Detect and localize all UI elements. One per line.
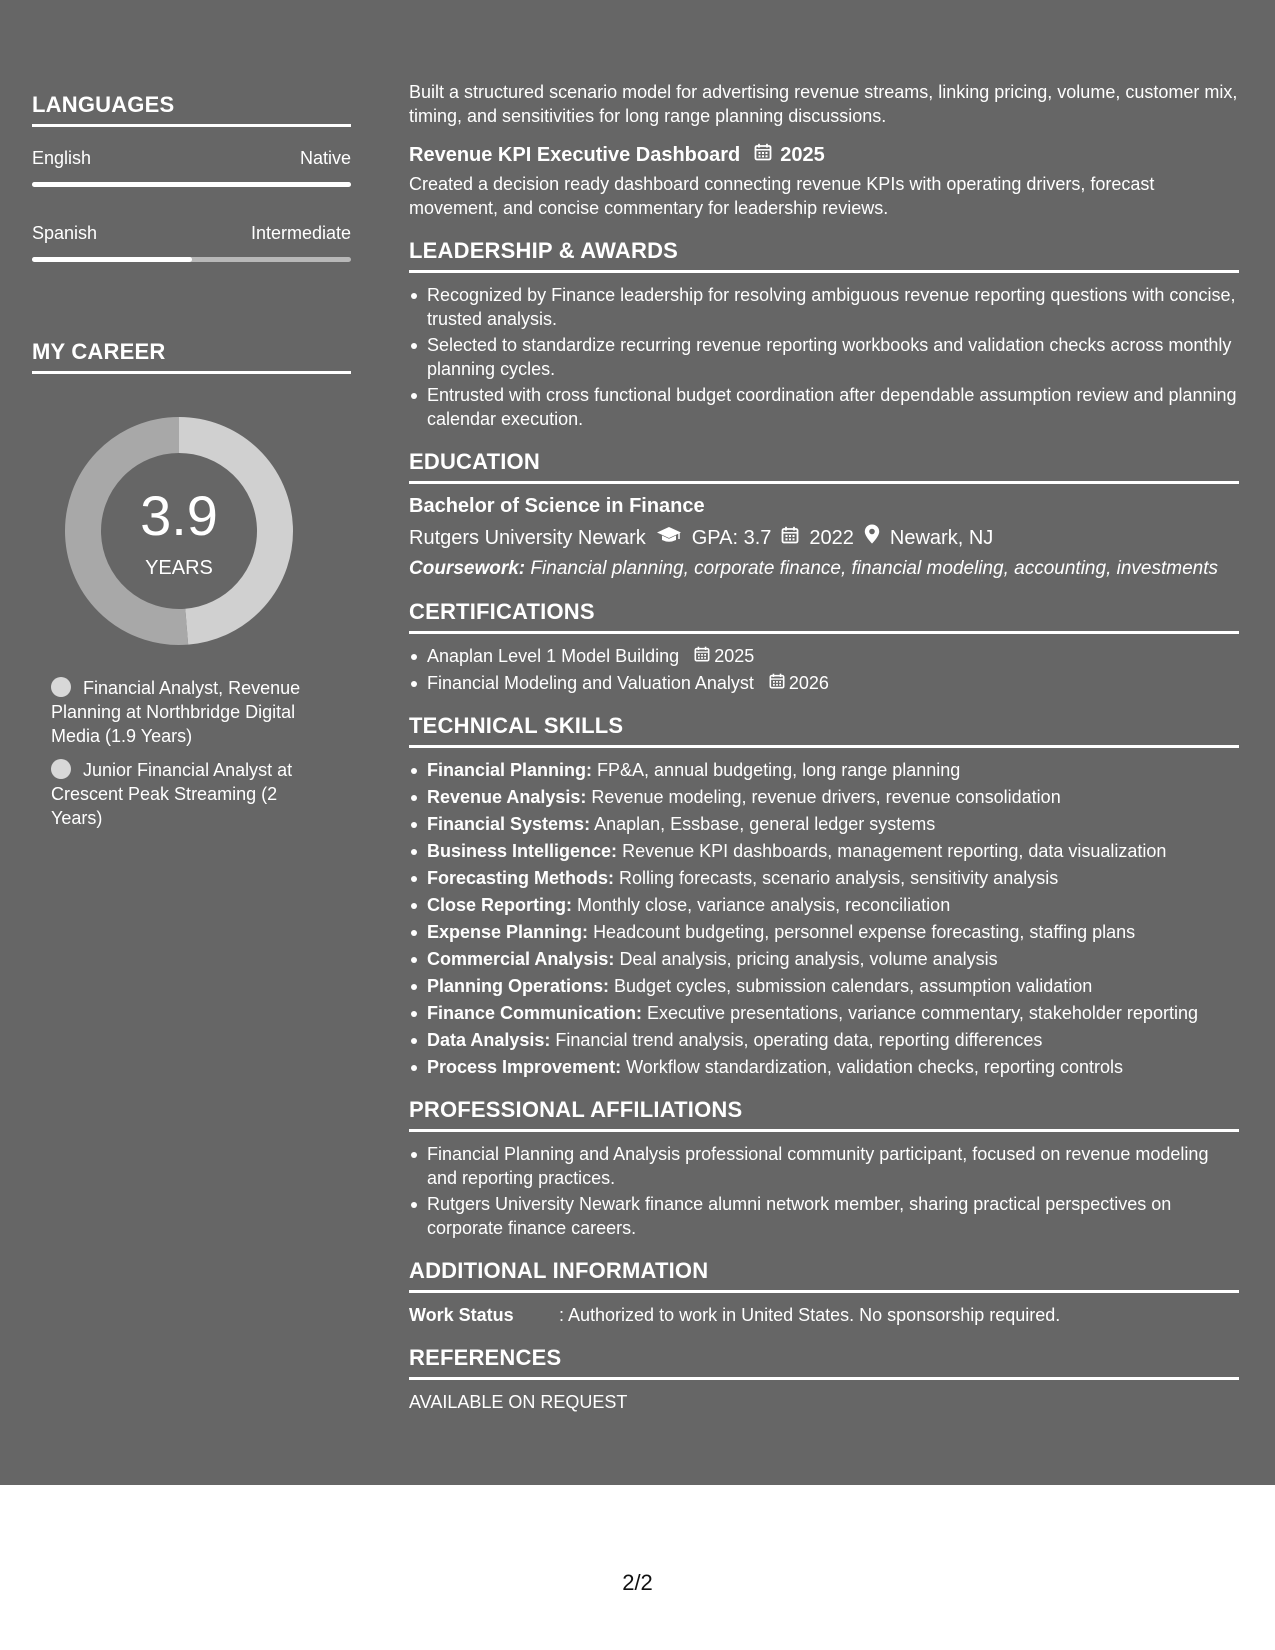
project-description: Created a decision ready dashboard connecting revenue KPIs with operating drivers, forecast movement, and concise commentary for leadership reviews. (409, 174, 1155, 218)
skill-item (409, 866, 1239, 890)
education-degree: Bachelor of Science in Finance (409, 495, 705, 517)
affiliations-list (409, 1142, 1239, 1240)
skill-value: Monthly close, variance analysis, reconciliation (577, 895, 951, 915)
language-proficiency-bar (32, 257, 351, 262)
language-proficiency-fill (32, 257, 192, 262)
certification-item (409, 644, 1239, 668)
skill-item (409, 947, 1239, 971)
calendar-icon (694, 644, 710, 668)
certification-item (409, 671, 1239, 695)
project-year: 2025 (780, 144, 825, 166)
skill-value: Revenue modeling, revenue drivers, revenue consolidation (591, 787, 1061, 807)
calendar-icon (769, 671, 785, 695)
career-job-text: Financial Analyst, Revenue Planning at Northbridge Digital Media (1.9 Years) (51, 678, 301, 746)
certifications-section (409, 599, 1239, 695)
career-job-item (51, 676, 312, 748)
career-job-text: Junior Financial Analyst at Crescent Peak Streaming (2 Years) (51, 760, 293, 828)
project-intro-text: Built a structured scenario model for advertising revenue streams, linking pricing, volume, customer mix, timing, and sensitivities for long range planning discussions. (409, 82, 1238, 126)
language-item (32, 147, 351, 187)
certification-name: Financial Modeling and Valuation Analyst (427, 673, 754, 693)
career-section (32, 339, 351, 830)
career-donut-chart (64, 416, 294, 646)
skill-item (409, 920, 1239, 944)
affiliations-section (409, 1097, 1239, 1240)
skill-name: Expense Planning: (427, 922, 589, 942)
skill-name: Revenue Analysis: (427, 787, 587, 807)
skill-item (409, 974, 1239, 998)
education-location: Newark, NJ (889, 526, 994, 549)
section-divider (409, 270, 1239, 273)
language-proficiency-fill (32, 182, 351, 187)
calendar-icon (754, 143, 772, 167)
language-level: Intermediate (250, 223, 351, 243)
location-pin-icon (864, 524, 880, 551)
additional-info-title: ADDITIONAL INFORMATION (409, 1258, 709, 1283)
coursework-label: Coursework: (409, 558, 526, 579)
skill-value: Revenue KPI dashboards, management reporting, data visualization (622, 841, 1167, 861)
education-title: EDUCATION (409, 449, 540, 474)
additional-info-section (409, 1258, 1239, 1327)
section-divider (32, 124, 351, 127)
language-name: English (32, 148, 92, 168)
skill-value: Budget cycles, submission calendars, assumption validation (614, 976, 1093, 996)
list-item: Recognized by Finance leadership for resolving ambiguous revenue reporting questions with concise, trusted analysis. (409, 283, 1239, 331)
language-proficiency-bar (32, 182, 351, 187)
skills-title: TECHNICAL SKILLS (409, 713, 624, 738)
education-year: 2022 (809, 526, 854, 549)
skill-name: Financial Systems: (427, 814, 591, 834)
skill-item (409, 893, 1239, 917)
skill-item (409, 839, 1239, 863)
education-gpa: GPA: 3.7 (691, 526, 772, 549)
calendar-icon (781, 525, 799, 551)
skill-name: Commercial Analysis: (427, 949, 615, 969)
skill-value: FP&A, annual budgeting, long range planning (597, 760, 961, 780)
language-level: Native (299, 148, 351, 168)
work-status-value: : Authorized to work in United States. No sponsorship required. (559, 1305, 1061, 1325)
graduation-cap-icon (656, 525, 682, 551)
references-section (409, 1345, 1239, 1414)
education-school: Rutgers University Newark (409, 526, 646, 549)
leadership-title: LEADERSHIP & AWARDS (409, 238, 679, 263)
work-status-row (409, 1303, 1239, 1327)
certification-year: 2026 (788, 673, 829, 693)
language-name: Spanish (32, 223, 98, 243)
career-total-value: 3.9 (140, 484, 218, 547)
references-text: AVAILABLE ON REQUEST (409, 1392, 628, 1412)
skill-name: Data Analysis: (427, 1030, 551, 1050)
career-job-item (51, 758, 312, 830)
skill-name: Forecasting Methods: (427, 868, 615, 888)
section-divider (409, 631, 1239, 634)
career-job-list (32, 676, 312, 830)
work-status-label: Work Status (409, 1305, 514, 1325)
skill-name: Close Reporting: (427, 895, 573, 915)
education-section (409, 449, 1239, 581)
skill-name: Finance Communication: (427, 1003, 643, 1023)
affiliations-title: PROFESSIONAL AFFILIATIONS (409, 1097, 743, 1122)
skill-value: Deal analysis, pricing analysis, volume analysis (619, 949, 998, 969)
section-divider (409, 1290, 1239, 1293)
skill-item (409, 758, 1239, 782)
list-item: Rutgers University Newark finance alumni network member, sharing practical perspectives on corporate finance careers. (409, 1192, 1239, 1240)
education-coursework (409, 557, 1239, 581)
skill-item (409, 1055, 1239, 1079)
skill-value: Financial trend analysis, operating data, reporting differences (555, 1030, 1043, 1050)
skill-item (409, 1001, 1239, 1025)
references-title: REFERENCES (409, 1345, 562, 1370)
project-title: Revenue KPI Executive Dashboard (409, 144, 741, 166)
job-dot-icon (51, 677, 71, 697)
leadership-list (409, 283, 1239, 431)
skill-value: Anaplan, Essbase, general ledger systems (594, 814, 936, 834)
section-divider (32, 371, 351, 374)
section-divider (409, 745, 1239, 748)
job-dot-icon (51, 759, 71, 779)
list-item: Entrusted with cross functional budget coordination after dependable assumption review and planning calendar execution. (409, 383, 1239, 431)
skill-value: Rolling forecasts, scenario analysis, sensitivity analysis (619, 868, 1059, 888)
skill-item (409, 812, 1239, 836)
career-title: MY CAREER (32, 339, 166, 364)
skill-value: Executive presentations, variance commentary, stakeholder reporting (647, 1003, 1198, 1023)
skill-name: Business Intelligence: (427, 841, 618, 861)
list-item: Selected to standardize recurring revenue reporting workbooks and validation checks across monthly planning cycles. (409, 333, 1239, 381)
skills-list (409, 758, 1239, 1079)
languages-title: LANGUAGES (32, 92, 175, 117)
skill-value: Headcount budgeting, personnel expense forecasting, staffing plans (593, 922, 1136, 942)
certifications-title: CERTIFICATIONS (409, 599, 595, 624)
leadership-section (409, 238, 1239, 431)
project-title-row (409, 143, 1239, 167)
career-total-unit: YEARS (145, 557, 213, 579)
certification-name: Anaplan Level 1 Model Building (427, 646, 680, 666)
certifications-list (409, 644, 1239, 695)
languages-section (32, 92, 351, 262)
skills-section (409, 713, 1239, 1079)
skill-name: Process Improvement: (427, 1057, 622, 1077)
skill-name: Financial Planning: (427, 760, 593, 780)
coursework-text: Financial planning, corporate finance, financial modeling, accounting, investments (530, 558, 1218, 579)
section-divider (409, 481, 1239, 484)
skill-item (409, 785, 1239, 809)
section-divider (409, 1377, 1239, 1380)
skill-value: Workflow standardization, validation checks, reporting controls (626, 1057, 1124, 1077)
skill-item (409, 1028, 1239, 1052)
language-item (32, 222, 351, 262)
certification-year: 2025 (714, 646, 755, 666)
left-column (32, 92, 351, 840)
section-divider (409, 1129, 1239, 1132)
skill-name: Planning Operations: (427, 976, 610, 996)
page-number: 2/2 (622, 1570, 653, 1595)
list-item: Financial Planning and Analysis professional community participant, focused on revenue modeling and reporting practices. (409, 1142, 1239, 1190)
education-meta-row (409, 524, 1239, 551)
right-column (409, 80, 1239, 1414)
